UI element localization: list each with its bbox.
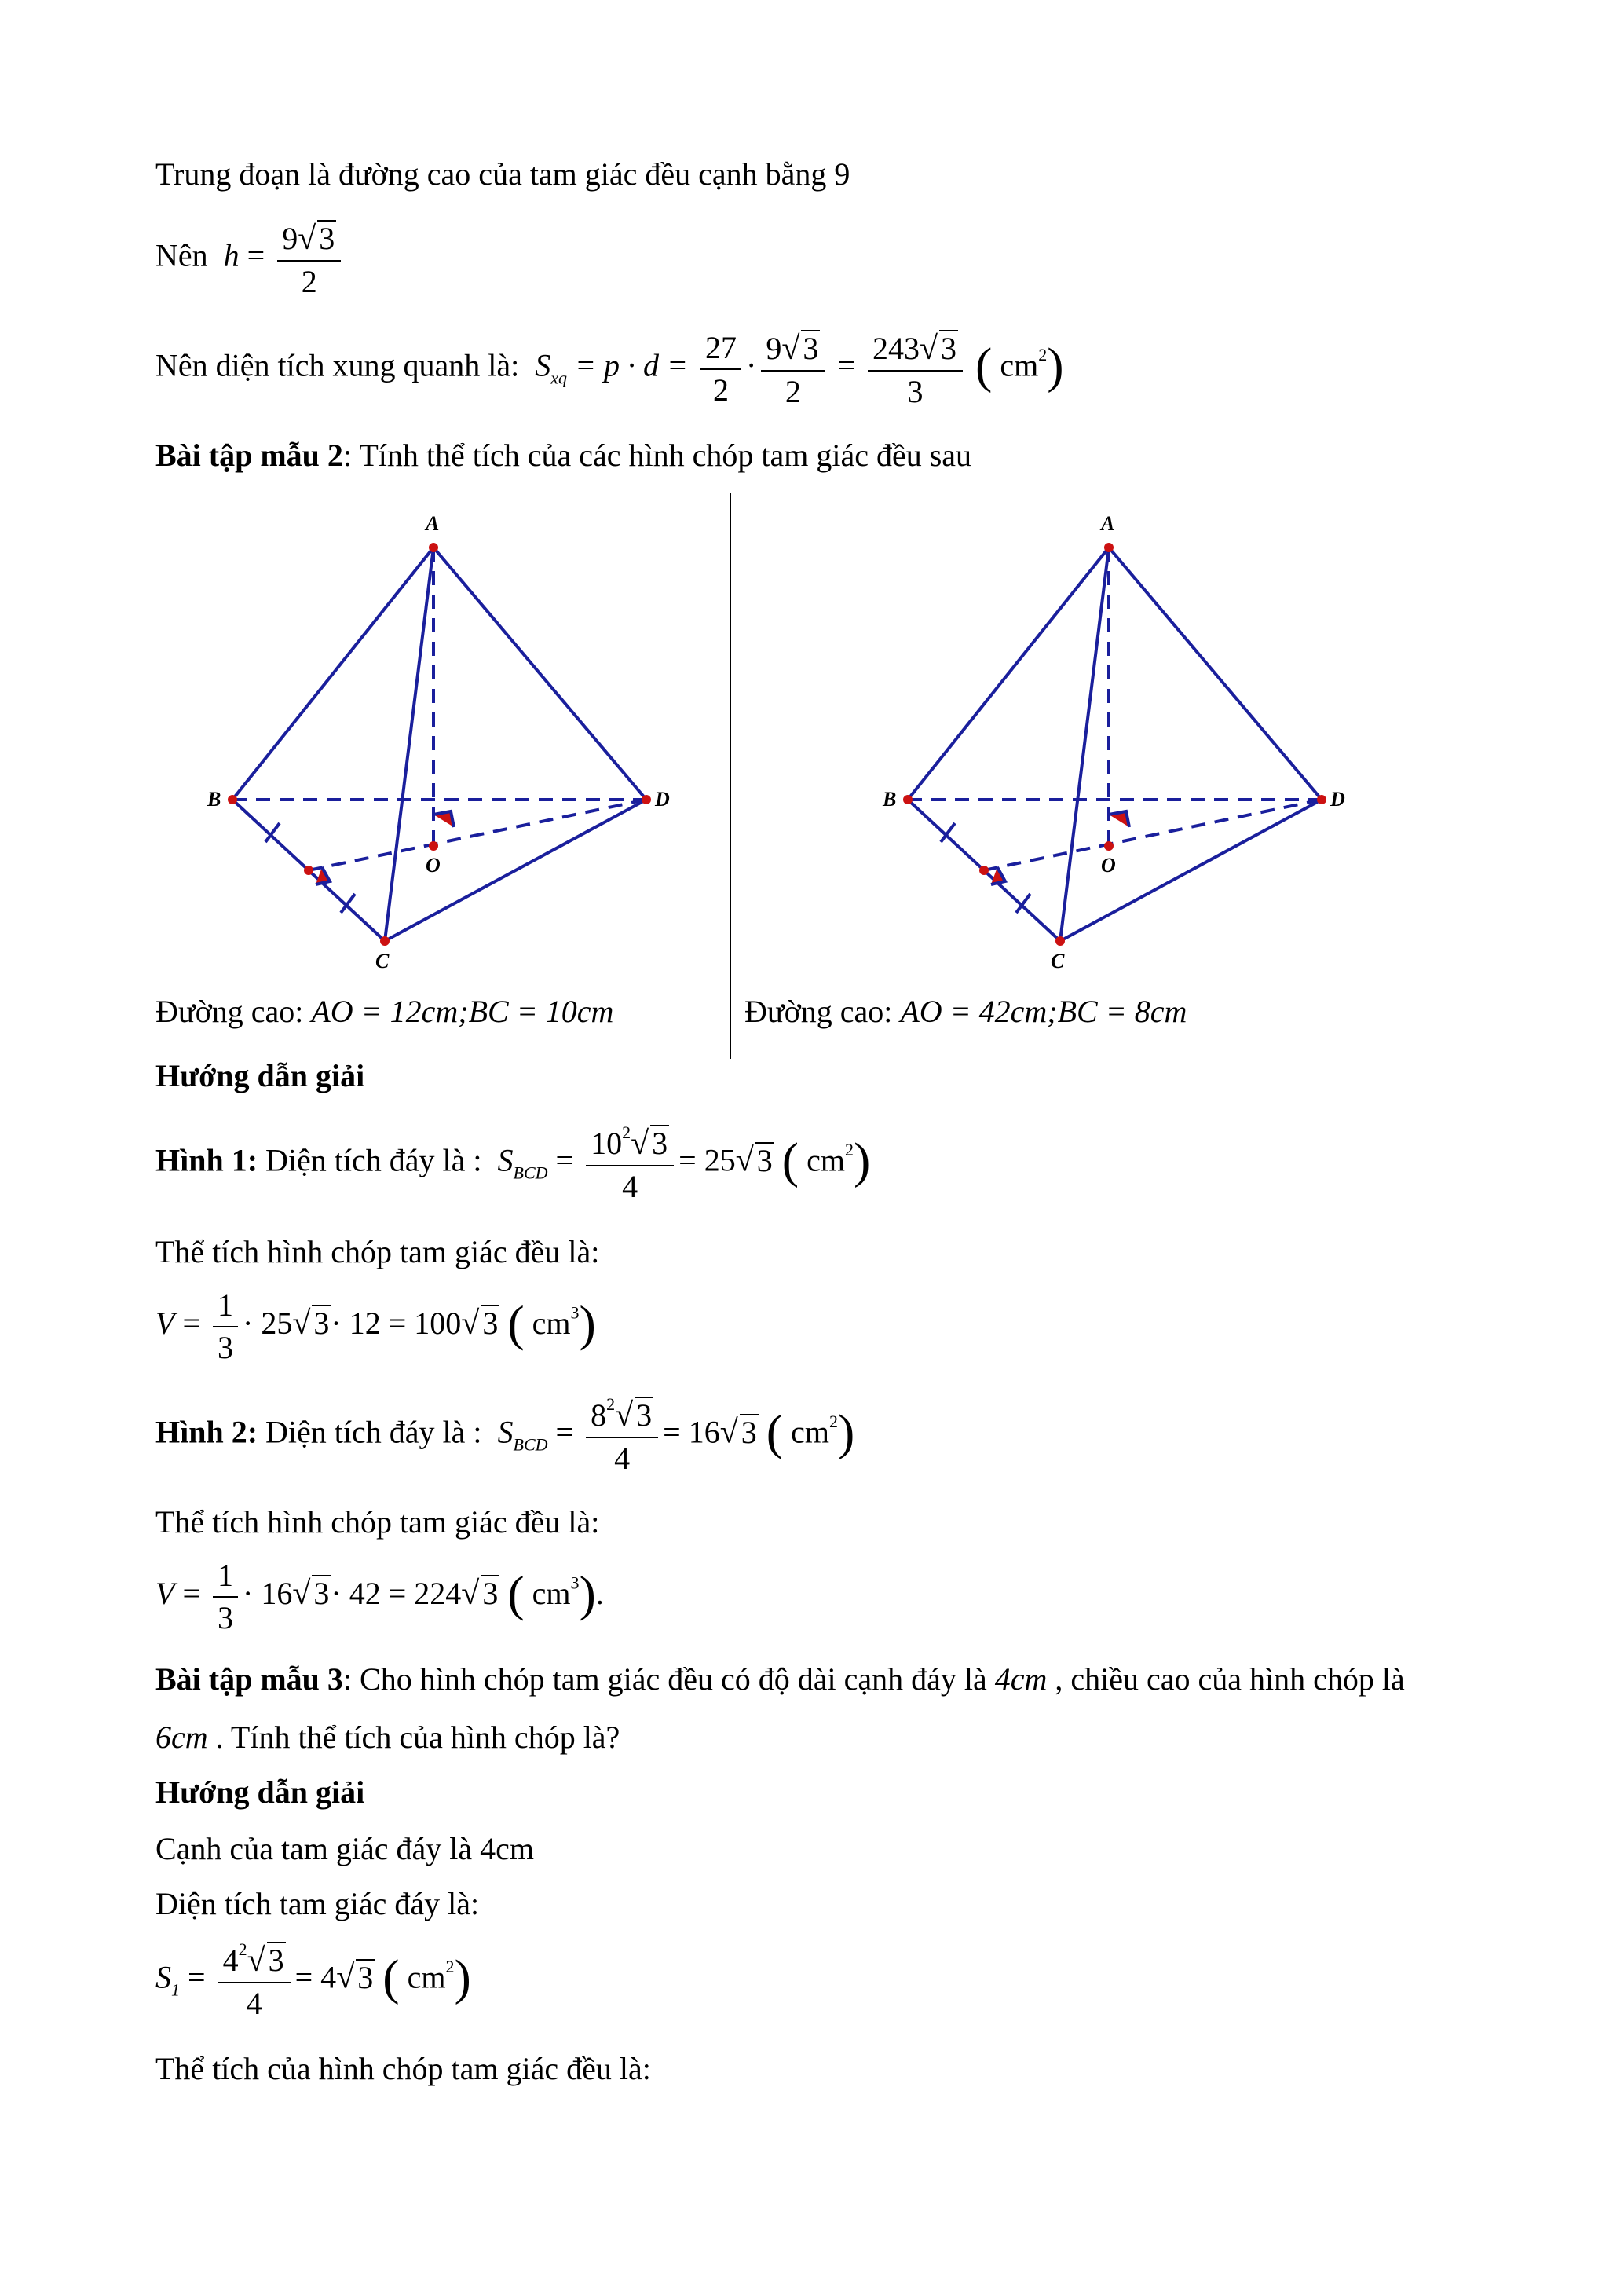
exercise-3-edge: 4cm [994,1661,1048,1697]
caption-math: AO = 12cm;BC = 10cm [311,994,614,1029]
edge-CD [385,800,646,941]
guide-heading-1: Hướng dẫn giải [155,1058,365,1093]
figure-label: Hình 2: [155,1414,258,1450]
edge-AB [232,547,433,800]
formula-base-area-3: $S_1$ = $\frac{4^2√ 3}{4}$ = 4√ 3 ( $cm^2$) [155,1939,471,2021]
vertex-B [903,795,913,804]
fraction [213,1560,238,1634]
radicand: 3 [268,1943,284,1978]
unit-exp: 3 [570,1302,580,1323]
vertex-O [1104,841,1114,851]
den: 4 [622,1169,638,1204]
vertex-C [380,936,390,946]
figure-2-caption [744,996,1187,1027]
mid-radicand: 3 [313,1305,330,1342]
sub-xq: xq [550,368,567,388]
exercise-3-text-c: . Tính thể tích của hình chóp là? [215,1719,620,1755]
unit-exp: 2 [445,1956,455,1976]
midpoint-M [304,866,313,875]
denominator: 2 [301,264,317,299]
mid: · 16 [243,1576,293,1612]
unit: cm [532,1305,571,1342]
label-O: O [1101,854,1116,877]
equals: = [182,1576,200,1612]
guide-heading-2: Hướng dẫn giải [155,1774,365,1810]
caption-prefix: Đường cao: [155,994,304,1029]
tail-radicand: 3 [482,1576,499,1612]
exercise-3-text-b: , chiều cao của hình chóp là [1055,1661,1405,1697]
vertex-B [228,795,237,804]
mid-radicand: 3 [313,1576,330,1612]
label-C: C [1051,950,1065,972]
text-prefix: Nên diện tích xung quanh là: [155,347,520,383]
dot: · [745,347,757,383]
result: = 25 [678,1142,736,1178]
den: 4 [614,1441,631,1476]
result-radicand: 3 [357,1959,374,1995]
num-base: 8 [591,1397,607,1433]
sub-BCD: BCD [513,1434,548,1455]
text: Diện tích đáy là : [265,1414,482,1450]
den: 3 [218,1330,233,1365]
fraction: $\frac{8^2√ 3}{4}$ [586,1397,658,1474]
tail: · 12 = 100 [331,1305,462,1342]
edge-AC [1060,547,1109,941]
median-MD [984,800,1322,870]
fraction: $\frac{9√ 3}{2}$ [277,220,341,298]
tail-radicand: 3 [482,1305,499,1342]
pyramid-figure-1 [188,503,707,974]
result-radicand: 3 [741,1414,757,1450]
end: . [595,1576,604,1612]
den: 2 [712,372,729,408]
mid: · 25 [243,1305,293,1342]
tail: · 42 = 224 [331,1576,462,1612]
num-exp: 2 [238,1939,247,1960]
expr-pd: = p · d = [575,347,688,383]
fraction [213,1287,238,1365]
paragraph-area: Diện tích tam giác đáy là: [155,1886,480,1921]
formula-base-area-1: Hình 1: Diện tích đáy là : $S_{BCD}$ = $\frac{10^2√ 3}{4}$ = 25√ 3 ( $cm^2$) [155,1122,871,1204]
exercise-3-height: 6cm [155,1719,208,1755]
var-V: V [155,1305,175,1342]
var-V: V [155,1576,175,1612]
exercise-3-title: Bài tập mẫu 3 [155,1661,343,1697]
exercise-2-text: : Tính thể tích của các hình chóp tam giác đều sau [342,438,972,473]
caption-math: AO = 42cm;BC = 8cm [900,994,1187,1029]
sub-1: 1 [171,1979,180,2000]
label-O: O [426,854,441,877]
fraction-3: $\frac{243√ 3}{3}$ [868,330,963,408]
num: 1 [213,1560,238,1598]
unit: cm [532,1576,571,1612]
num-exp: 2 [606,1394,616,1415]
pyramid-figure-2 [864,503,1382,974]
label-B: B [883,788,897,811]
sub-BCD: BCD [513,1163,548,1183]
column-divider [730,493,731,1059]
var-S: S [497,1414,514,1450]
vertex-C [1055,936,1065,946]
var-S: S [155,1959,171,1995]
equals: = [182,1305,200,1342]
num-coef: 9 [766,331,782,366]
formula-base-area-2: Hình 2: Diện tích đáy là : $S_{BCD}$ = $\frac{8^2√ 3}{4}$ = 16√ 3 ( $cm^2$) [155,1394,855,1476]
radicand: 3 [803,331,819,366]
fraction: $\frac{10^2√ 3}{4}$ [586,1125,674,1203]
result: = 16 [663,1414,720,1450]
result-radicand: 3 [756,1142,773,1178]
label-B: B [207,788,221,811]
den: 3 [218,1600,233,1635]
num-coef: 9 [282,221,298,256]
num-exp: 2 [622,1122,631,1143]
paragraph-edge: Cạnh của tam giác đáy là 4cm [155,1831,535,1866]
radicand: 3 [636,1397,653,1433]
fraction-2: $\frac{9√ 3}{2}$ [761,330,825,408]
radicand: 3 [319,221,335,256]
var-h: h [223,237,240,273]
formula-volume-2: V = $\frac{1}{3}$ · 16√ 3· 42 = 224√ 3 ( $cm^3$). [155,1558,604,1635]
right-angle-mark-O [1109,811,1129,827]
num: 1 [213,1290,238,1327]
vertex-O [429,841,438,851]
paragraph-last: Thể tích của hình chóp tam giác đều là: [155,2051,651,2086]
var-S: S [535,347,551,383]
unit: cm [791,1414,829,1450]
num-base: 4 [222,1943,239,1978]
caption-prefix: Đường cao: [744,994,893,1029]
exercise-3-text-a: : Cho hình chóp tam giác đều có độ dài cạnh đáy là [342,1661,987,1697]
midpoint-M [979,866,989,875]
vertex-A [1104,543,1114,552]
exercise-3-line-1 [155,1661,1405,1697]
unit-exp: 3 [570,1573,580,1593]
label-D: D [1330,788,1345,811]
figure-label: Hình 1: [155,1142,258,1178]
den: 4 [246,1986,262,2021]
vertex-D [642,795,651,804]
unit-exp: 2 [828,1411,838,1431]
label-C: C [375,950,390,972]
num-base: 10 [591,1126,623,1161]
figure-1-caption [155,996,613,1027]
edge-AD [1109,547,1322,800]
edge-AD [433,547,646,800]
vertex-D [1317,795,1326,804]
var-S: S [497,1142,514,1178]
text-prefix: Nên [155,237,208,273]
radicand: 3 [652,1126,668,1161]
label-A: A [426,512,440,535]
unit-exp: 2 [844,1139,854,1159]
fraction: $\frac{4^2√ 3}{4}$ [218,1942,291,2020]
unit: cm [407,1959,446,1995]
unit: cm [1000,347,1039,383]
den: 3 [907,374,924,409]
result: = 4 [294,1959,337,1995]
equals: = [837,347,855,383]
paragraph-apothem: Trung đoạn là đường cao của tam giác đều cạnh bằng 9 [155,156,850,192]
vertex-A [429,543,438,552]
median-MD [309,800,646,870]
label-A: A [1101,512,1115,535]
edge-CD [1060,800,1322,941]
den: 2 [785,374,801,409]
formula-volume-1: V = $\frac{1}{3}$ · 25√ 3· 12 = 100√ 3 ( $cm^3$) [155,1287,596,1365]
formula-apothem-height: Nên h = $\frac{9√ 3}{2}$ [155,220,346,298]
fraction-1 [700,329,741,408]
volume-text-2: Thể tích hình chóp tam giác đều là: [155,1504,600,1540]
unit-exp: 2 [1038,344,1048,364]
edge-AB [908,547,1109,800]
num: 27 [700,332,741,370]
num-coef: 243 [872,331,920,366]
radicand: 3 [941,331,956,366]
right-angle-mark-O [433,811,454,827]
label-D: D [655,788,670,811]
text: Diện tích đáy là : [265,1142,482,1178]
exercise-2-heading [155,440,971,471]
volume-text-1: Thể tích hình chóp tam giác đều là: [155,1234,600,1269]
exercise-3-line-2 [155,1719,620,1755]
formula-lateral-area: Nên diện tích xung quanh là: $S_{xq} = p \cdot d$ = $\frac{27}{2}$ · $\frac{9√ 3}{2}$ = $\frac{243√ 3}{3}$ ( $cm^2$) [155,329,1064,409]
edge-AC [385,547,433,941]
unit: cm [807,1142,845,1178]
exercise-2-title: Bài tập mẫu 2 [155,438,343,473]
